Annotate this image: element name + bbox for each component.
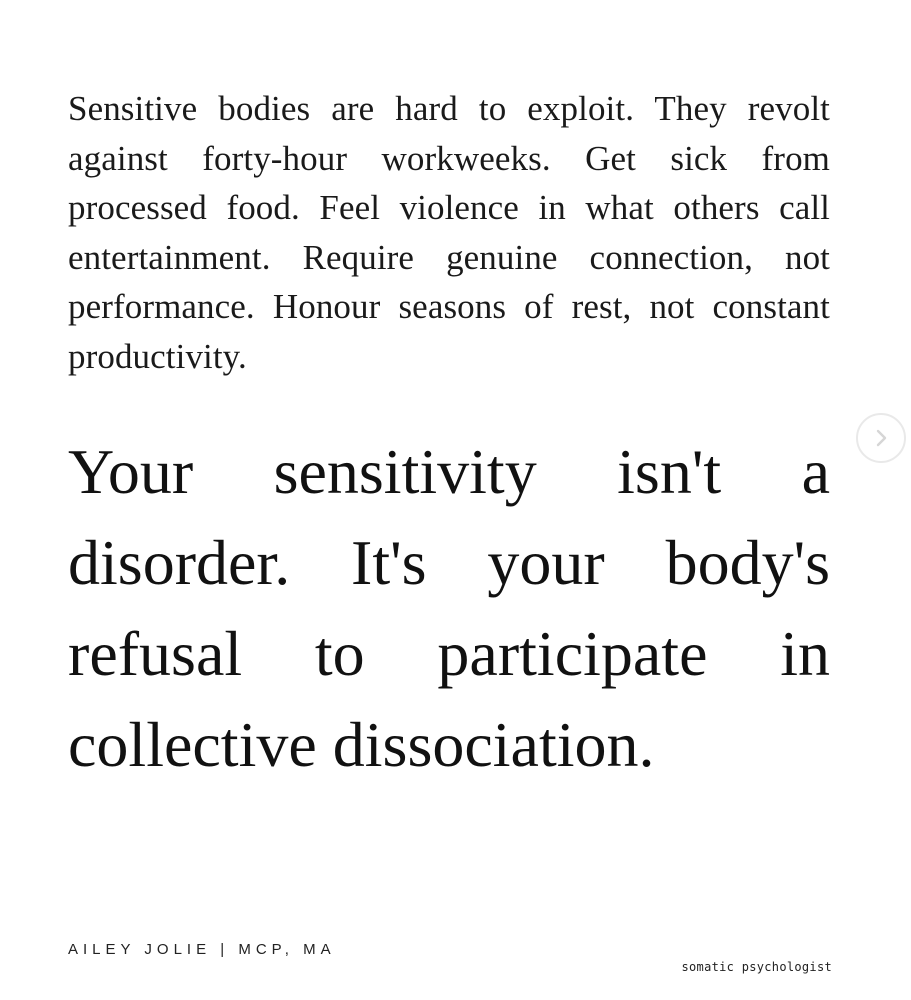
author-credit: AILEY JOLIE | MCP, MA: [68, 941, 336, 958]
author-role: somatic psychologist: [681, 960, 832, 974]
intro-paragraph: Sensitive bodies are hard to exploit. They revolt against forty-hour workweeks. Get sick from processed food. Feel violence in what others call entertainment. Require genuine connection, not performance. Honour seasons of rest, not constant productivity.: [68, 89, 830, 376]
quote-text: Your sensitivity isn't a disorder. It's your body's refusal to participate in collective dissociation.: [68, 436, 830, 780]
carousel-next-button[interactable]: [856, 413, 906, 463]
chevron-right-icon: [871, 428, 891, 448]
